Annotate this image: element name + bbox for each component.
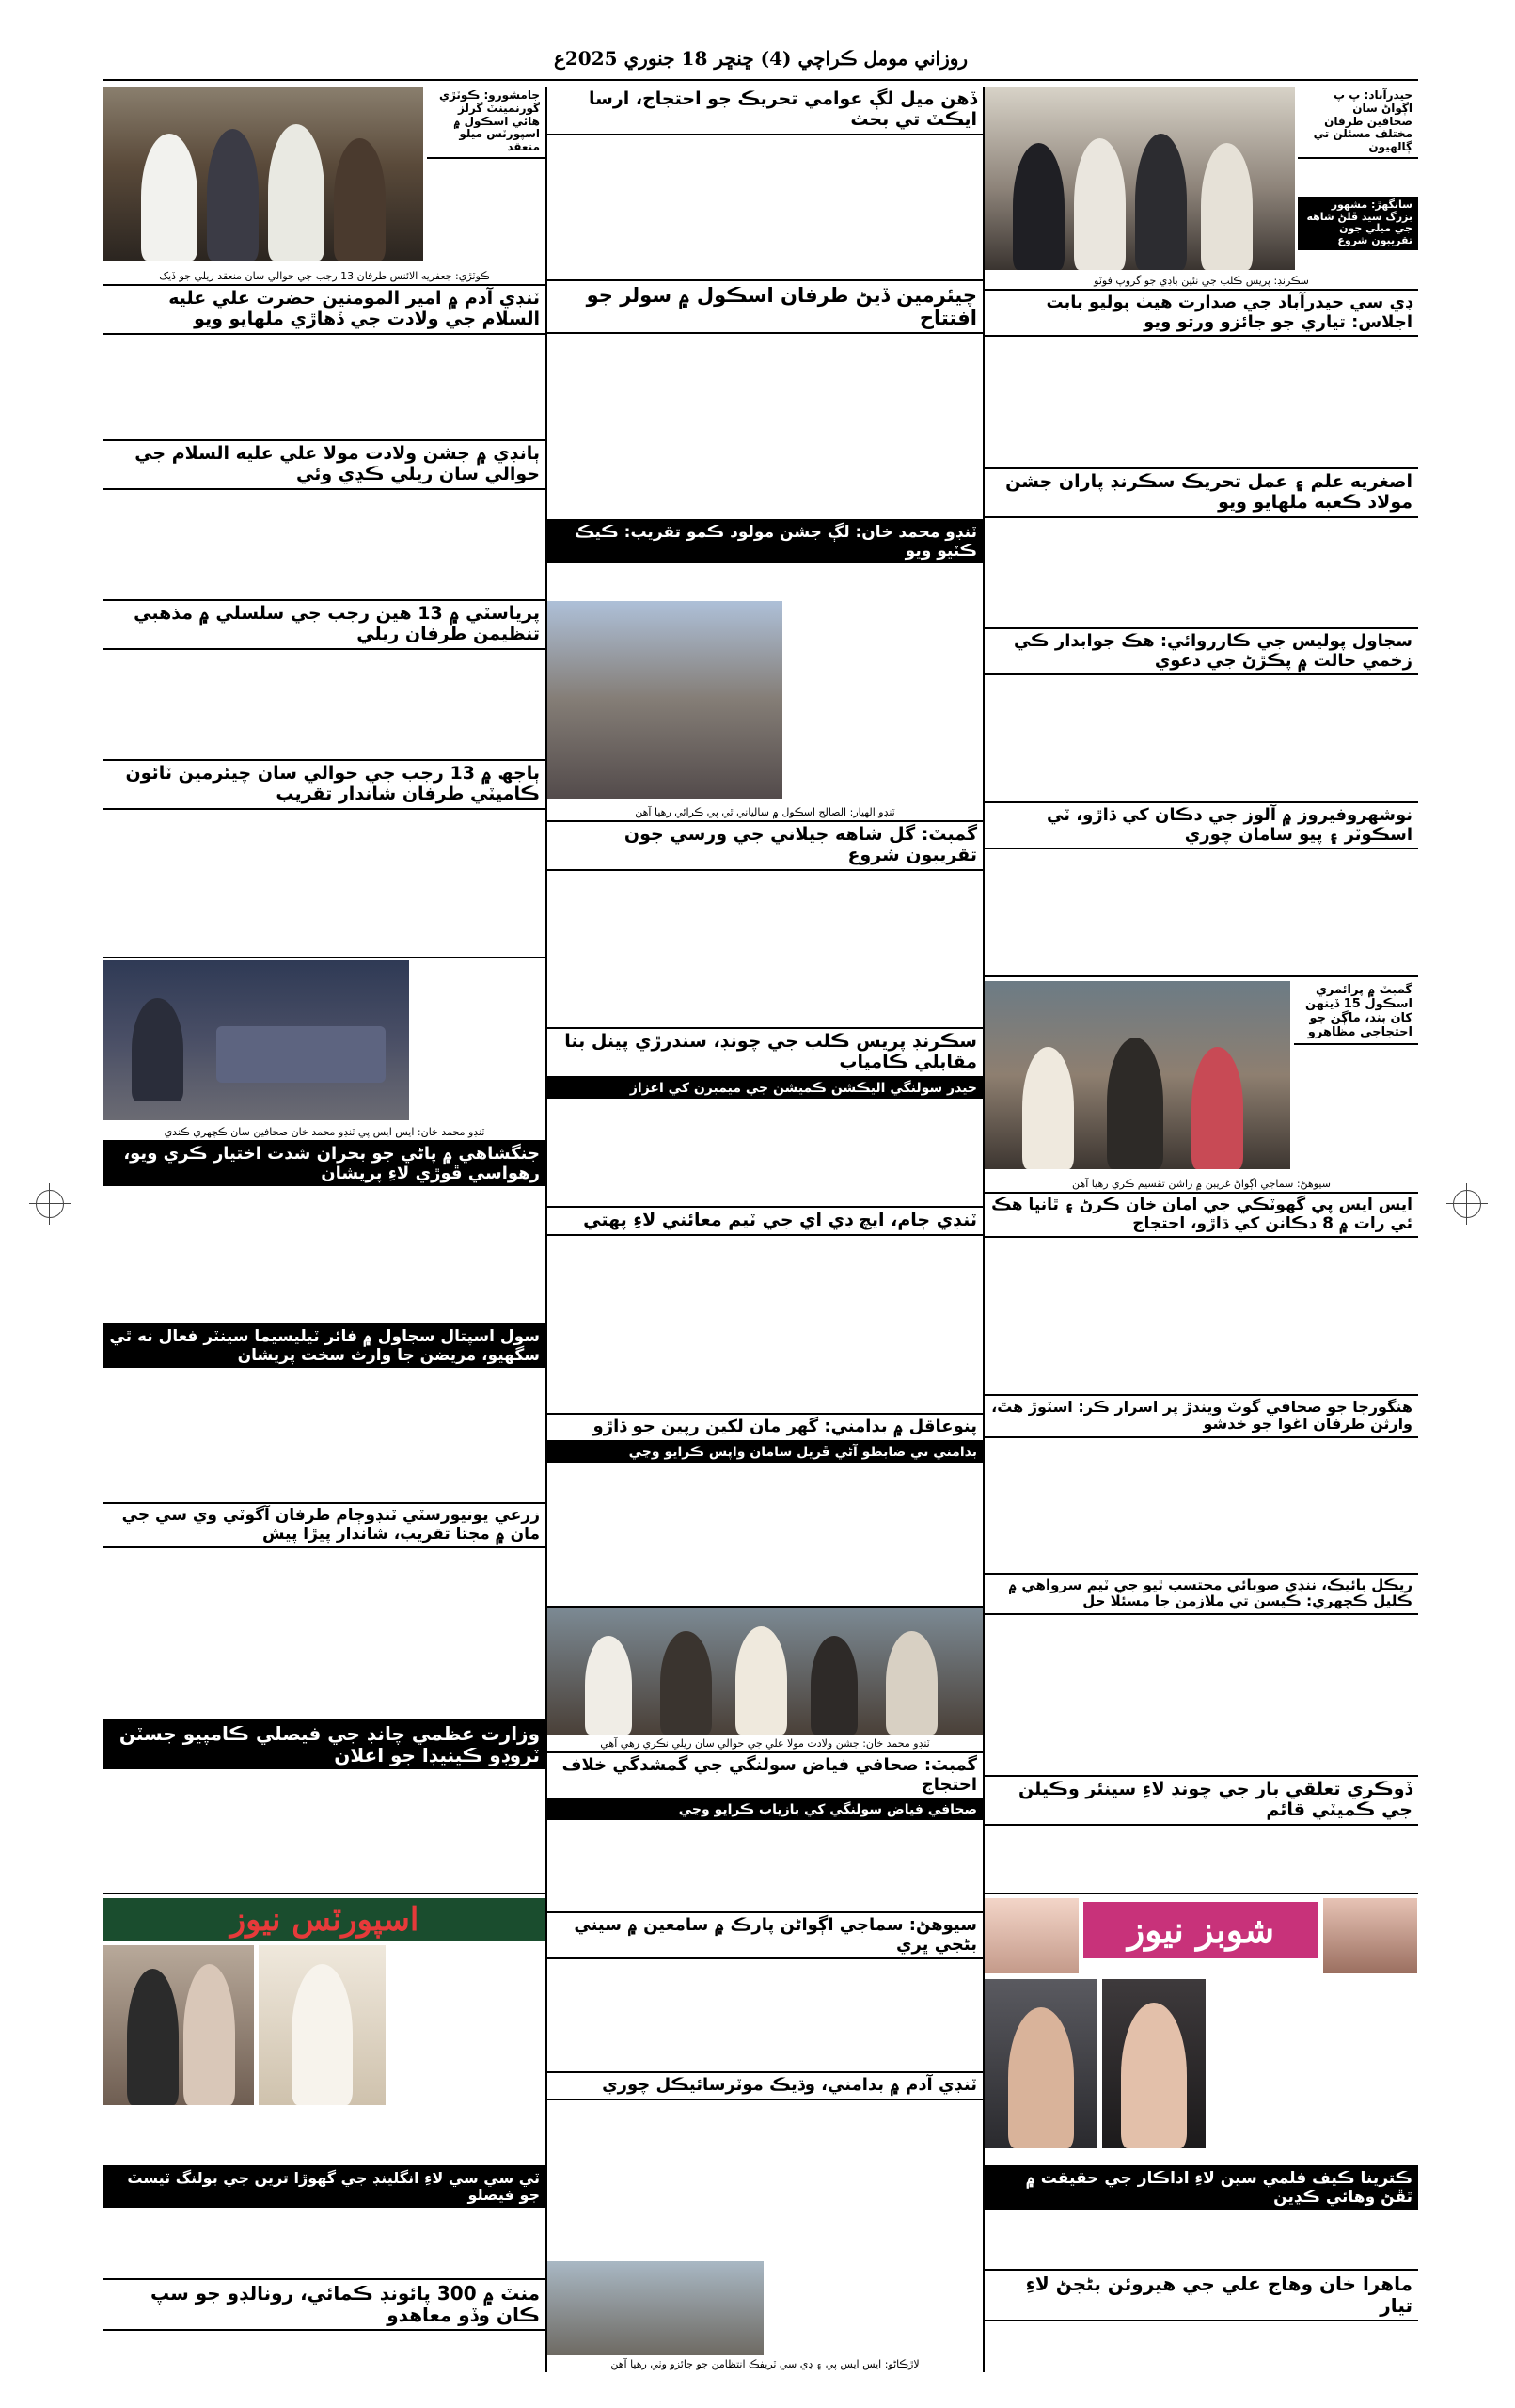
story-c12	[985, 2269, 1418, 2372]
story-a9	[103, 1502, 545, 1719]
story-b11	[547, 2071, 983, 2372]
headline-b11: ٽنڊي آدم ۾ بدامني، وڌيڪ موٽرسائيڪل چوري	[547, 2073, 983, 2100]
subhead-b5: حيدر سولنگي اليڪشن ڪميشن جي ميمبرن کي اعزاز	[547, 1078, 983, 1099]
story-a6	[103, 957, 545, 1140]
story-b9	[547, 1751, 983, 1911]
headline-c1: حيدرآباد: پ پ اڳواڻ سان صحافين طرفان مختلف مسئلن تي ڳالهيون	[1298, 87, 1418, 159]
headline-a12: منٽ ۾ 300 پائونڊ ڪمائي، رونالڊو جو سپ ڪان وڏو معاهدو	[103, 2280, 545, 2331]
story-b10	[547, 1911, 983, 2071]
story-a10	[103, 1719, 545, 1893]
headline-a5: ٻاجھ ۾ 13 رجب جي حوالي سان چيئرمين ٽائون ڪاميٽي طرفان شاندار تقريب	[103, 761, 545, 810]
headline-c9: ريڪل بائيڪ، ننڊي صوبائي محتسب ٿيو جي ٽيم سرواهي ۾ ڪليل ڪچهري: ڪيسن تي ملازمن جا مسئلا حل	[985, 1575, 1418, 1615]
headline-c4: سجاول پوليس جي ڪارروائي: هڪ جوابدار ڪي زخمي حالت ۾ پڪڙڻ جي دعوي	[985, 629, 1418, 675]
caption-c6: سيوهڻ: سماجي اڳواڻ غريبن ۾ راشن تقسيم ڪري رهيا آهن	[985, 1176, 1418, 1192]
story-a1	[103, 87, 545, 284]
caption-c1: سڪرنڊ: پريس ڪلب جي نئين باڊي جو گروپ فوٽو	[985, 273, 1418, 289]
story-text	[427, 159, 545, 277]
registration-mark-right	[1453, 1190, 1481, 1218]
headline-b10: سيوهڻ: سماجي اڳواڻن پارڪ ۾ سامعين ۾ سيني بڻجي ڀري	[547, 1913, 983, 1959]
column-left	[103, 87, 545, 2372]
photo-actor	[985, 1979, 1097, 2148]
showbiz-section	[985, 1893, 1418, 2165]
masthead-rule	[103, 79, 1418, 81]
story-c10	[985, 1775, 1418, 1893]
headline-a1-side: جامشورو: ڪوٽڙي گورنمينٽ گرلز هائي اسڪول ۾ اسپورٽس ميلو منعقد	[427, 87, 545, 159]
column-middle	[545, 87, 983, 2372]
photo-rally-b	[547, 1608, 983, 1735]
story-b8	[547, 1606, 983, 1751]
subhead-c1: سانگهڙ: مشهور بزرگ سيد ڦلڻ شاهه جي ميلي جون تقريبون شروع	[1298, 197, 1418, 250]
headline-a4: پرياسٽي ۾ 13 هين رجب جي سلسلي ۾ مذهبي تنظيمن طرفان ريلي	[103, 601, 545, 650]
story-b4	[547, 820, 983, 1027]
headline-b3: ٽنڊو محمد خان: لڳ جشن مولود ڪمو تقريب: ڪيڪ ڪٽيو ويو	[547, 521, 983, 563]
story-c2	[985, 289, 1418, 467]
headline-c10: ڏوڪري تعلقي بار جي چونڊ لاءِ سينئر وڪيلن جي ڪميٽي قائم	[985, 1777, 1418, 1826]
story-c5	[985, 801, 1418, 975]
photo-meeting	[103, 960, 409, 1120]
caption-b3: ٽنڊو الهيار: الصالح اسڪول ۾ سالياني ٿي پي ڪرائي رهيا آهن	[547, 804, 983, 820]
story-c11	[985, 2165, 1418, 2269]
story-c4	[985, 627, 1418, 801]
photo-officials	[547, 2261, 764, 2355]
headline-b1: ڏهن ميل لڳ عوامي تحريڪ جو احتجاج، ارسا ايڪٽ تي بحث	[547, 87, 983, 135]
caption-a6: ٽنڊو محمد خان: ايس ايس پي ٽنڊو محمد خان صحافين سان ڪچهري ڪندي	[103, 1124, 545, 1140]
photo-groom	[259, 1945, 386, 2105]
headline-c3: اصغريه علم ۽ عمل تحريڪ سڪرنڊ پاران جشن مولاد ڪعبه ملهايو ويو	[985, 469, 1418, 518]
story-a2	[103, 284, 545, 439]
story-b1	[547, 87, 983, 279]
story-a12	[103, 2278, 545, 2372]
story-c3	[985, 467, 1418, 627]
caption-b8: ٽنڊو محمد خان: جشن ولادت مولا علي جي حوالي سان ريلي نڪري رهي آهي	[547, 1735, 983, 1751]
subhead-b9: صحافي فياض سولنگي کي بازياب ڪرايو وڃي	[547, 1799, 983, 1820]
photo-rally	[103, 87, 423, 261]
sports-section	[103, 1893, 545, 2165]
story-b6	[547, 1206, 983, 1413]
column-right	[983, 87, 1418, 2372]
headline-b4: گمبٽ: گل شاهه جيلاني جي ورسي جون تقريبون شروع	[547, 822, 983, 871]
headline-c8: هنگورجا جو صحافي گوٽ ويندڙ پر اسرار ڪر: اسٽوڙ هٿ، وارثن طرفان اغوا جو خدشو	[985, 1396, 1418, 1438]
photo-actress	[985, 1898, 1079, 1973]
headline-a2: ٽنڊي آدم ۾ امير المومنين حضرت علي عليه السلام جي ولادت جي ڏهاڙي ملهايو ويو	[103, 286, 545, 335]
headline-a3: ٻانڊي ۾ جشن ولادت مولا علي عليه السلام جي حوالي سان ريلي ڪڍي وئي	[103, 441, 545, 490]
story-b5	[547, 1027, 983, 1206]
story-c7	[985, 1192, 1418, 1394]
headline-b5: سڪرنڊ پريس ڪلب جي چونڊ، سندرڙي پينل بنا مقابلي ڪامياب	[547, 1029, 983, 1078]
story-a5	[103, 759, 545, 957]
headline-c11: ڪترينا ڪيف فلمي سين لاءِ اداڪار جي حقيقت ۾ ٿڦڻ وهائي ڪڍين	[985, 2167, 1418, 2210]
headline-b6: ٽنڊي ڄام، ايچ ڊي اي جي ٽيم معائني لاءِ پهتي	[547, 1208, 983, 1236]
story-c9	[985, 1573, 1418, 1775]
photo-couple	[103, 1945, 254, 2105]
photo-actress-2	[1323, 1898, 1417, 1973]
story-a3	[103, 439, 545, 599]
headline-c5: نوشهروفيروز ۾ آلوز جي دڪان کي ڌاڙو، ٽي اسڪوٽر ۽ پيو سامان چوري	[985, 803, 1418, 849]
headline-a7: جنگشاهي ۾ پاڻي جو بحران شدت اختيار ڪري ويو، رهواسي ڦوڙي لاءِ پريشان	[103, 1142, 545, 1186]
story-c6	[985, 975, 1418, 1192]
headline-a10: وزارت عظمي چانڊ جي فيصلي ڪامپيو جسٽن ٽروڊو ڪينيڊا جو اعلان	[103, 1720, 545, 1769]
newspaper-page	[103, 47, 1418, 2380]
headline-a11: ٽي سي سي لاءِ انگلينڊ جي گهوڙا ترين جي بولنگ ٽيسٽ جو فيصلو	[103, 2167, 545, 2208]
story-c8	[985, 1394, 1418, 1573]
headline-c6: گمبٽ ۾ پرائمري اسڪول 15 ڏينهن کان بند، ماڳن جو احتجاجي مظاهرو	[1294, 981, 1418, 1045]
headline-c7: ايس ايس پي گهوٽڪي جي امان خان ڪرڻ ۽ ٿانڀا هڪ ئي رات ۾ 8 دڪانن کي ڌاڙو، احتجاج	[985, 1194, 1418, 1238]
photo-children	[547, 601, 782, 799]
headline-b9: گمبٽ: صحافي فياض سولنگي جي گمشدگي خلاف احتجاج	[547, 1753, 983, 1799]
subhead-b7: بدامني تي ضابطو آڻي ڦريل سامان واپس ڪرايو وڃي	[547, 1442, 983, 1463]
story-a7	[103, 1140, 545, 1323]
story-b7	[547, 1413, 983, 1606]
headline-c12: ماهرا خان وهاج علي جي هيروئن بڻجڻ لاءِ تيار	[985, 2271, 1418, 2321]
photo-distribution	[985, 981, 1290, 1169]
photo-actress-3	[1102, 1979, 1206, 2148]
headline-a9: زرعي يونيورسٽي ٽنڊوڄام طرفان آگوٽي وي سي جي مان ۾ مجتا تقريب، شاندار پيڙا پيش	[103, 1504, 545, 1548]
story-a4	[103, 599, 545, 759]
story-c1	[985, 87, 1418, 289]
story-a8	[103, 1323, 545, 1502]
caption-b11: لاڙڪاڻو: ايس ايس پي ۽ ڊي سي ٽريفڪ انتظامن جو جائزو وٺي رهيا آهن	[547, 2356, 983, 2372]
story-a11	[103, 2165, 545, 2278]
headline-b7: پنوعاقل ۾ بدامني: گهر مان لکين رپين جو ڌاڙو	[547, 1415, 983, 1442]
registration-mark-left	[36, 1190, 64, 1218]
headline-b2: چيئرمين ڏيڻ طرفان اسڪول ۾ سولر جو افتتاح	[547, 281, 983, 334]
story-b3	[547, 519, 983, 820]
photo-group-c1	[985, 87, 1295, 270]
story-b2	[547, 279, 983, 519]
sports-banner: اسپورٽس نيوز	[103, 1898, 545, 1941]
showbiz-banner: شوبز نيوز	[1083, 1902, 1318, 1958]
masthead: روزاني مومل ڪراچي (4) ڇنڇر 18 جنوري 2025ع	[553, 47, 969, 70]
headline-a8: سول اسپتال سجاول ۾ فائر ٽيليسيما سينٽر فعال نه ٿي سگهيو، مريضن جا وارث سخت پريشان	[103, 1325, 545, 1368]
caption-a1: ڪوٽڙي: جعفريه الائنس طرفان 13 رجب جي حوالي سان منعقد ريلي جو ڏيک	[103, 268, 545, 284]
headline-c2: ڊي سي حيدرآباد جي صدارت هيٺ پوليو بابت اجلاس: تياري جو جائزو ورتو ويو	[985, 291, 1418, 337]
